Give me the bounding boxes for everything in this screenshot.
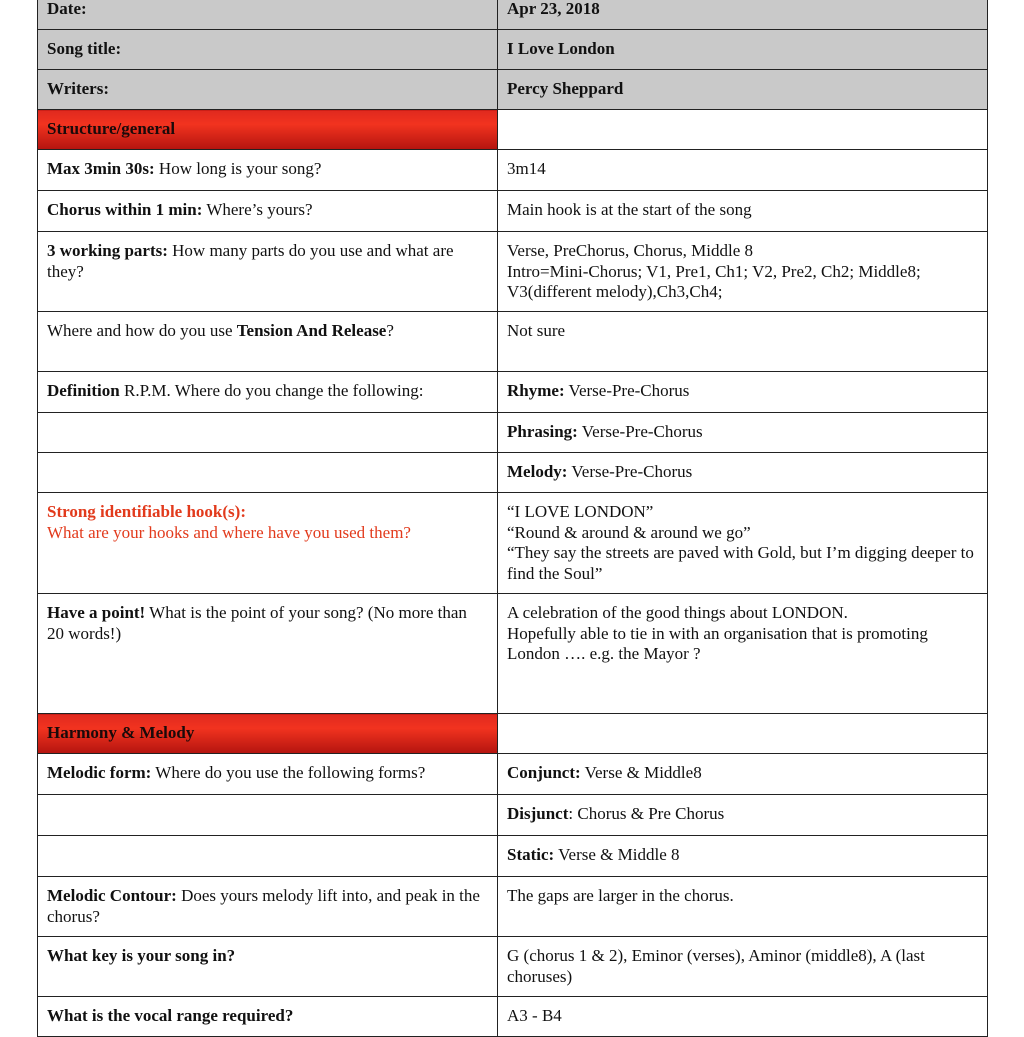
section-empty-cell (498, 110, 988, 150)
static-answer (498, 836, 988, 877)
song-point-answer (498, 594, 988, 714)
song-key-row (38, 937, 988, 997)
melodic-contour-question (38, 877, 498, 937)
melodic-form-question (38, 754, 498, 795)
hooks-question (38, 493, 498, 594)
definition-question (38, 372, 498, 413)
vocal-range-question (38, 997, 498, 1037)
section-harmony-row (38, 714, 988, 754)
hook-line: “They say the streets are paved with Gold, but I’m digging deeper to find the Soul” (507, 543, 974, 583)
working-parts-row (38, 232, 988, 312)
tension-release-row (38, 312, 988, 372)
definition-text: R.P.M. Where do you change the following: (119, 381, 424, 400)
song-length-row (38, 150, 988, 191)
section-empty-cell (498, 714, 988, 754)
working-parts-bold: 3 working parts: (47, 241, 168, 260)
song-point-row (38, 594, 988, 714)
conjunct-answer (498, 754, 988, 795)
hook-line: “I LOVE LONDON” (507, 502, 654, 521)
phrasing-bold: Phrasing: (507, 422, 578, 441)
chorus-timing-answer: Main hook is at the start of the song (498, 191, 988, 232)
melody-text: Verse-Pre-Chorus (567, 462, 693, 481)
disjunct-text: : Chorus & Pre Chorus (568, 804, 725, 823)
song-title-label: Song title: (38, 30, 498, 70)
rhyme-answer (498, 372, 988, 413)
melody-bold: Melody: (507, 462, 568, 481)
phrasing-answer (498, 413, 988, 453)
song-length-answer: 3m14 (498, 150, 988, 191)
melody-empty-cell (38, 453, 498, 493)
song-key-question (38, 937, 498, 997)
disjunct-bold: Disjunct (507, 804, 569, 823)
chorus-timing-row (38, 191, 988, 232)
writers-row (38, 70, 988, 110)
vocal-range-bold: What is the vocal range required? (47, 1006, 294, 1025)
song-length-text: How long is your song? (154, 159, 322, 178)
writers-label: Writers: (38, 70, 498, 110)
disjunct-empty-cell (38, 795, 498, 836)
static-bold: Static: (507, 845, 555, 864)
song-title-value: I Love London (498, 30, 988, 70)
tension-release-pre: Where and how do you use (47, 321, 237, 340)
date-label: Date: (38, 0, 498, 30)
section-heading-harmony: Harmony & Melody (38, 714, 498, 754)
melodic-contour-text: Does yours melody lift into, and peak in the chorus? (47, 886, 480, 926)
song-point-text: What is the point of your song? (No more than 20 words!) (47, 603, 467, 643)
melodic-form-row (38, 754, 988, 795)
working-parts-text: How many parts do you use and what are they? (47, 241, 454, 281)
phrasing-empty-cell (38, 413, 498, 453)
melody-answer (498, 453, 988, 493)
static-text: Verse & Middle 8 (554, 845, 680, 864)
song-evaluation-table (37, 0, 988, 1037)
tension-release-bold: Tension And Release (236, 321, 387, 340)
tension-release-question (38, 312, 498, 372)
writers-value: Percy Sheppard (498, 70, 988, 110)
melodic-contour-bold: Melodic Contour: (47, 886, 177, 905)
song-point-question (38, 594, 498, 714)
hooks-text: What are your hooks and where have you used them? (47, 522, 411, 542)
phrasing-text: Verse-Pre-Chorus (577, 422, 703, 441)
song-point-bold: Have a point! (47, 603, 146, 622)
working-parts-answer-line: Intro=Mini-Chorus; V1, Pre1, Ch1; V2, Pre2, Ch2; Middle8; V3(different melody),Ch3,Ch4; (507, 261, 921, 301)
melodic-contour-answer: The gaps are larger in the chorus. (498, 877, 988, 937)
disjunct-answer (498, 795, 988, 836)
working-parts-answer (498, 232, 988, 312)
chorus-timing-bold: Chorus within 1 min: (47, 200, 203, 219)
disjunct-row (38, 795, 988, 836)
song-length-bold: Max 3min 30s: (47, 159, 155, 178)
section-structure-row (38, 110, 988, 150)
melodic-contour-row (38, 877, 988, 937)
static-empty-cell (38, 836, 498, 877)
song-point-answer-line: A celebration of the good things about LONDON. (507, 603, 848, 622)
tension-release-answer: Not sure (498, 312, 988, 372)
working-parts-question (38, 232, 498, 312)
song-key-bold: What key is your song in? (47, 946, 236, 965)
chorus-timing-text: Where’s yours? (202, 200, 313, 219)
rhyme-text: Verse-Pre-Chorus (564, 381, 690, 400)
vocal-range-row (38, 997, 988, 1037)
song-length-question (38, 150, 498, 191)
conjunct-bold: Conjunct: (507, 763, 581, 782)
section-heading-structure: Structure/general (38, 110, 498, 150)
melodic-form-bold: Melodic form: (47, 763, 152, 782)
song-point-answer-line: Hopefully able to tie in with an organisation that is promoting London …. e.g. the Mayor ? (507, 623, 928, 663)
hook-line: “Round & around & around we go” (507, 522, 751, 542)
hooks-answer (498, 493, 988, 594)
static-row (38, 836, 988, 877)
melody-row (38, 453, 988, 493)
hooks-bold: Strong identifiable hook(s): (47, 502, 246, 521)
working-parts-answer-line: Verse, PreChorus, Chorus, Middle 8 (507, 241, 754, 260)
chorus-timing-question (38, 191, 498, 232)
rhyme-bold: Rhyme: (507, 381, 565, 400)
melodic-form-text: Where do you use the following forms? (151, 763, 426, 782)
phrasing-row (38, 413, 988, 453)
definition-row (38, 372, 988, 413)
definition-bold: Definition (47, 381, 120, 400)
song-title-row (38, 30, 988, 70)
hooks-row (38, 493, 988, 594)
date-value: Apr 23, 2018 (498, 0, 988, 30)
song-key-answer: G (chorus 1 & 2), Eminor (verses), Aminor (middle8), A (last choruses) (498, 937, 988, 997)
date-row (38, 0, 988, 30)
tension-release-post: ? (386, 321, 394, 340)
conjunct-text: Verse & Middle8 (580, 763, 702, 782)
vocal-range-answer: A3 - B4 (498, 997, 988, 1037)
